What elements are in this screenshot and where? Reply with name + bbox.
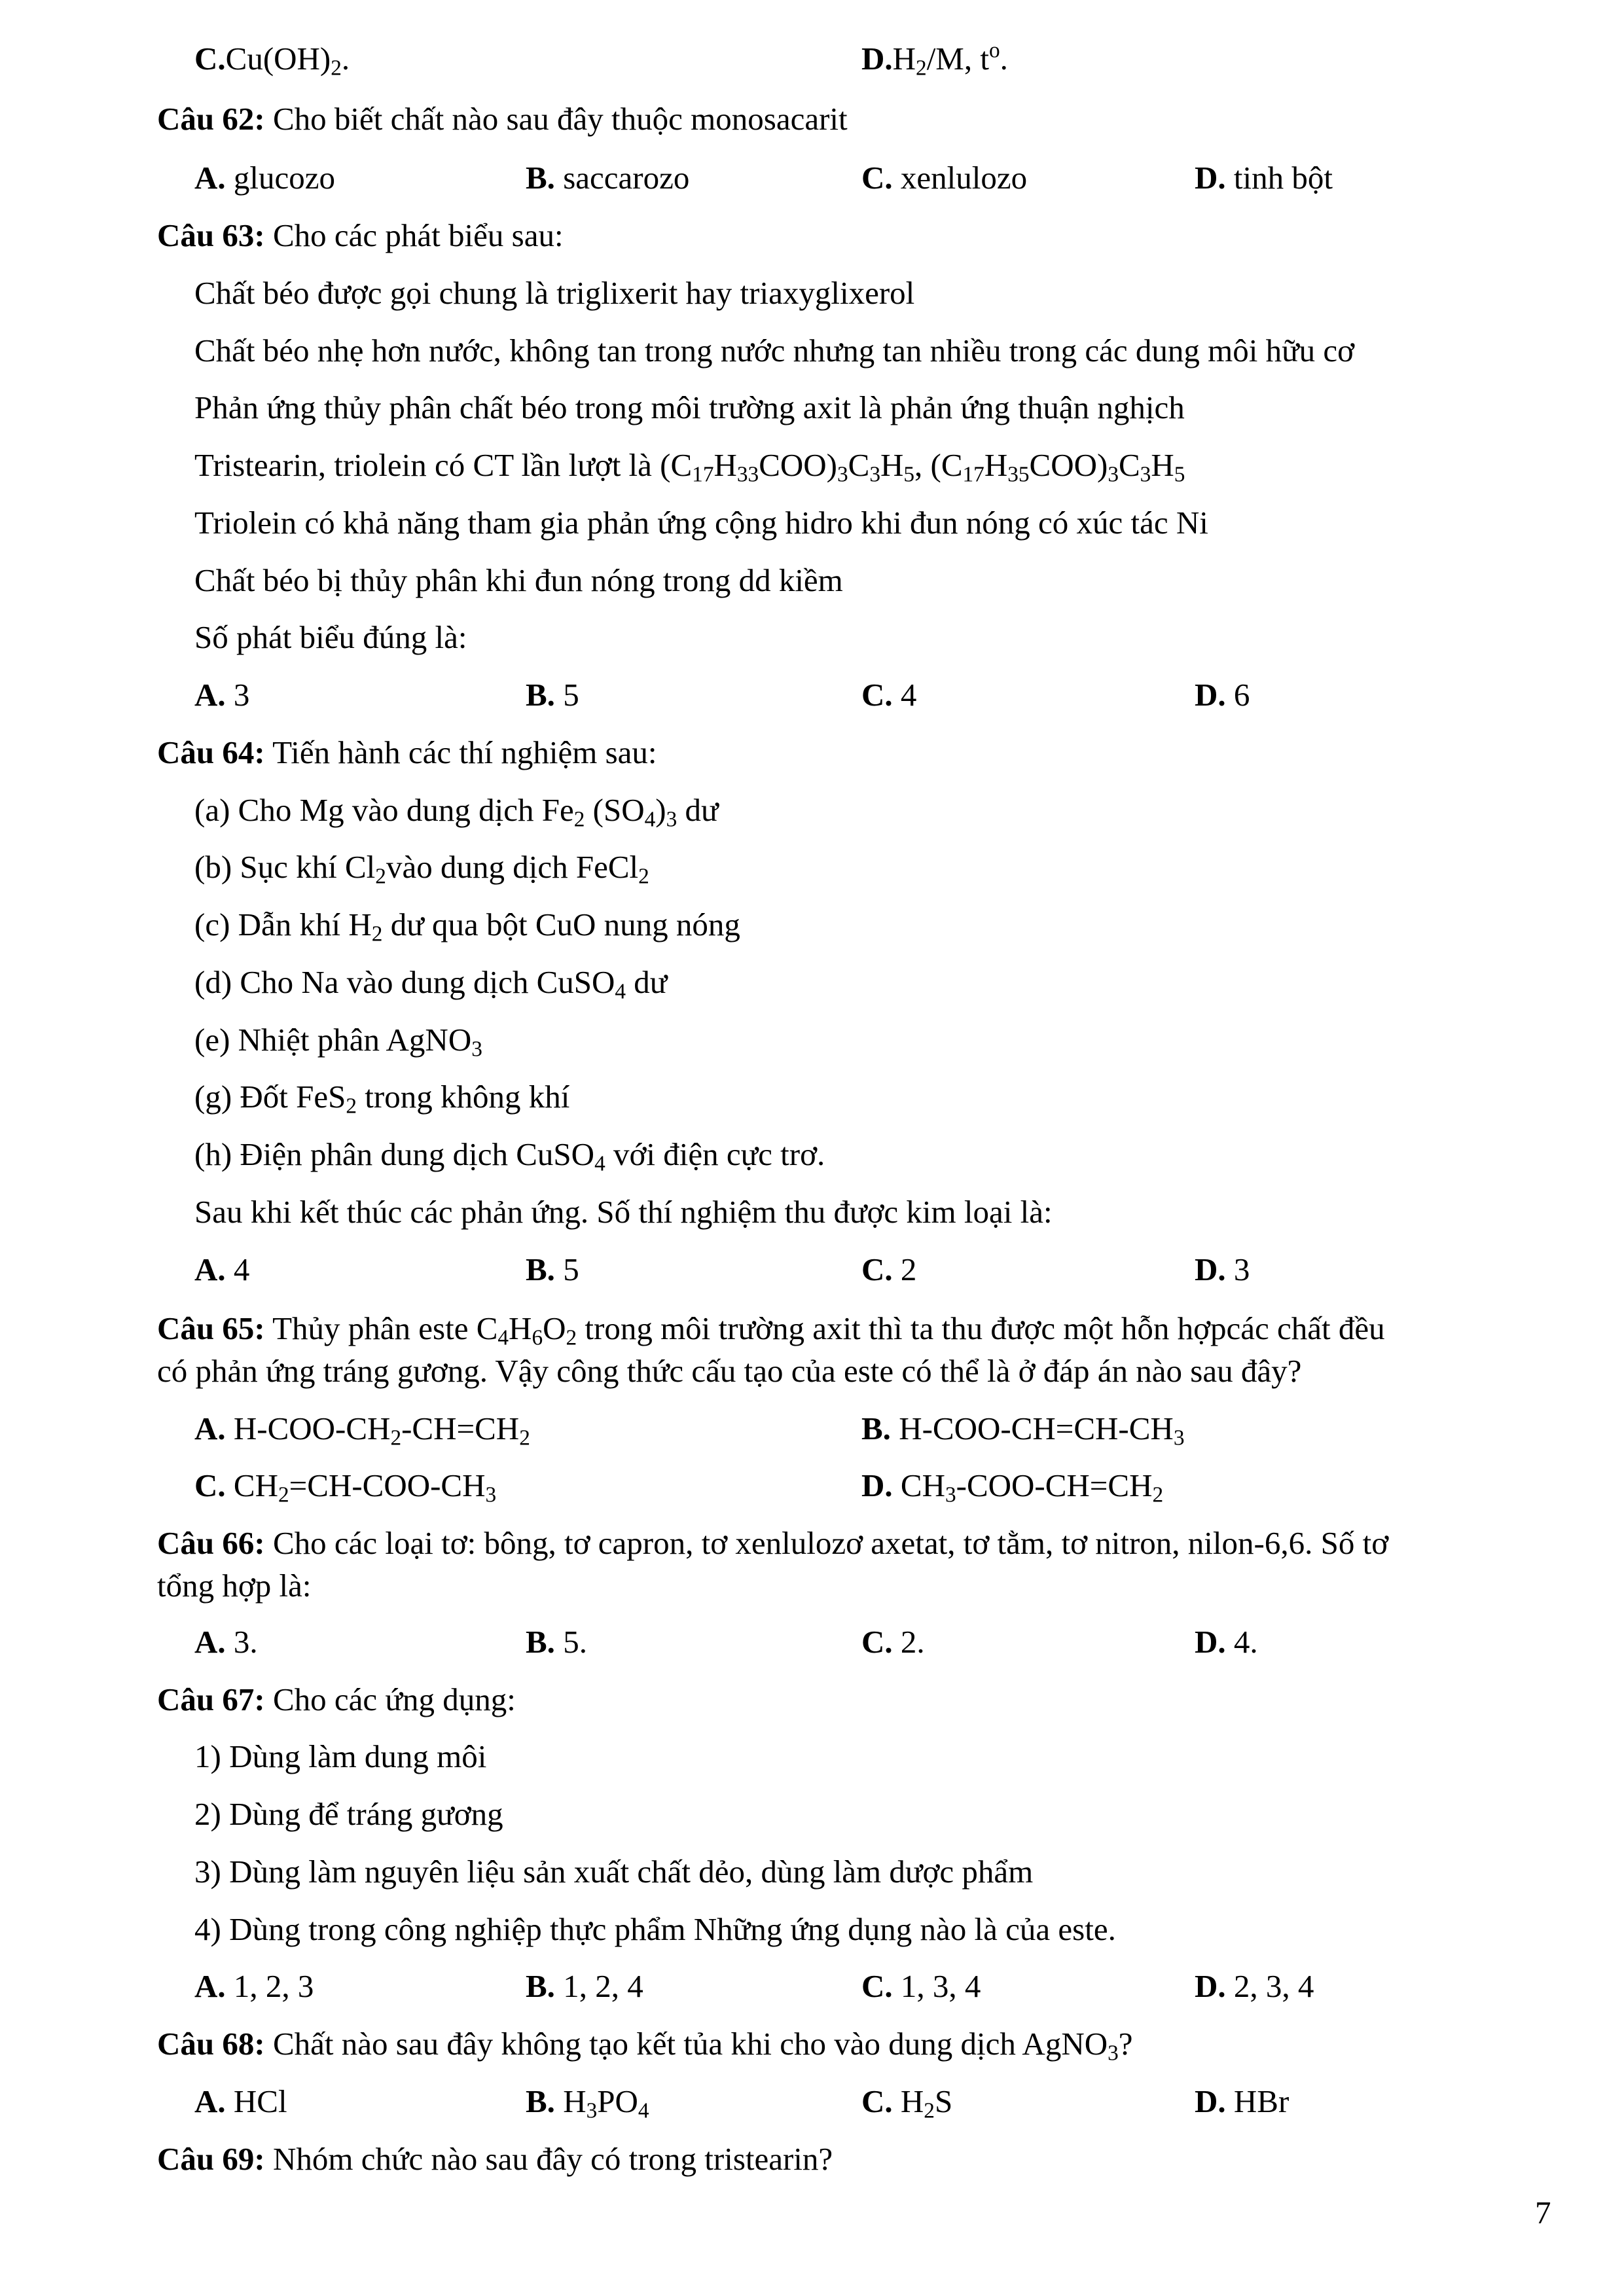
text-run: Thủy phân este C xyxy=(264,1310,498,1346)
text-run: 1, 2, 4 xyxy=(554,1968,643,2004)
question-number: Câu 69: xyxy=(157,2141,265,2177)
text-run: =CH-COO-CH xyxy=(289,1467,486,1503)
text-run: . xyxy=(1000,41,1008,77)
option-label: D. xyxy=(861,1467,893,1503)
statement-line xyxy=(194,1077,569,1117)
subscript: 4 xyxy=(594,1151,605,1176)
text-run: H xyxy=(1151,447,1174,483)
question-number: Câu 66: xyxy=(157,1525,265,1561)
question-number: Câu 67: xyxy=(157,1681,265,1717)
text-run: tổng hợp là: xyxy=(157,1568,312,1604)
text-run: O xyxy=(543,1310,566,1346)
answer-option xyxy=(1195,158,1333,198)
answer-option xyxy=(861,1466,1163,1505)
text-run: PO xyxy=(597,2083,638,2119)
superscript: o xyxy=(988,38,1000,63)
subscript: 33 xyxy=(736,462,759,487)
text-run: Cho các loại tơ: bông, tơ capron, tơ xenlulozơ axetat, tơ tằm, tơ nitron, nilon-6,6. Số tơ xyxy=(264,1525,1389,1561)
answer-option xyxy=(861,1623,925,1662)
answer-option xyxy=(1195,1623,1258,1662)
subscript: 17 xyxy=(962,462,984,487)
text-run: CH xyxy=(892,1467,945,1503)
option-label: C. xyxy=(861,2083,893,2119)
statement-line xyxy=(194,1737,486,1776)
question-heading xyxy=(157,99,848,139)
text-run: Phản ứng thủy phân chất béo trong môi trường axit là phản ứng thuận nghịch xyxy=(194,389,1185,425)
subscript: 2 xyxy=(390,1426,402,1450)
answer-option xyxy=(526,675,579,715)
option-label: C. xyxy=(861,1251,893,1287)
text-run: CH xyxy=(225,1467,278,1503)
answer-option xyxy=(194,1466,496,1505)
option-label: D. xyxy=(1195,2083,1226,2119)
text-run: glucozo xyxy=(225,160,336,196)
subscript: 5 xyxy=(903,462,915,487)
text-run: (b) Sục khí Cl xyxy=(194,849,376,885)
text-run: dư xyxy=(677,792,719,828)
subscript: 17 xyxy=(692,462,714,487)
question-heading xyxy=(157,1309,1385,1348)
text-run: có phản ứng tráng gương. Vậy công thức cấu tạo của este có thể là ở đáp án nào sau đây? xyxy=(157,1353,1302,1389)
subscript: 3 xyxy=(1108,462,1119,487)
subscript: 2 xyxy=(278,1482,289,1507)
statement-line xyxy=(194,1193,1053,1232)
answer-option xyxy=(1195,1967,1314,2006)
subscript: 3 xyxy=(945,1482,956,1507)
text-run: dư qua bột CuO nung nóng xyxy=(382,906,740,942)
text-run: dư xyxy=(626,964,668,1000)
answer-option xyxy=(861,1967,981,2006)
question-heading xyxy=(157,2140,833,2179)
text-run: H-COO-CH xyxy=(225,1410,391,1446)
subscript: 2 xyxy=(331,56,342,81)
question-number: Câu 64: xyxy=(157,734,265,770)
answer-option xyxy=(194,675,249,715)
subscript: 2 xyxy=(638,864,649,889)
text-run: Cho biết chất nào sau đây thuộc monosacarit xyxy=(264,101,848,137)
answer-option xyxy=(194,1250,249,1289)
subscript: 6 xyxy=(532,1325,543,1350)
text-run: H xyxy=(509,1310,532,1346)
statement-line xyxy=(194,446,1185,485)
text-run: 4. xyxy=(1225,1624,1258,1660)
statement-line xyxy=(194,331,1354,370)
statement-line xyxy=(194,791,719,830)
text-run: Chất béo được gọi chung là triglixerit hay triaxyglixerol xyxy=(194,275,915,311)
text-run: Chất nào sau đây không tạo kết tủa khi cho vào dung dịch AgNO xyxy=(264,2026,1108,2062)
statement-line xyxy=(194,503,1208,543)
subscript: 4 xyxy=(638,2098,649,2123)
text-run: H xyxy=(880,447,904,483)
answer-option xyxy=(194,1967,314,2006)
text-run: H-COO-CH=CH-CH xyxy=(890,1410,1174,1446)
option-label: B. xyxy=(526,677,555,713)
text-run: (c) Dẫn khí H xyxy=(194,906,372,942)
statement-line xyxy=(194,905,740,944)
option-label: B. xyxy=(526,1624,555,1660)
option-label: B. xyxy=(526,1251,555,1287)
text-run: Cho các ứng dụng: xyxy=(264,1681,516,1717)
answer-option xyxy=(1195,2082,1289,2121)
text-run: Nhóm chức nào sau đây có trong tristearin? xyxy=(264,2141,833,2177)
option-label: B. xyxy=(526,1968,555,2004)
answer-option xyxy=(526,2082,649,2121)
text-run: 4) Dùng trong công nghiệp thực phẩm Những ứng dụng nào là của este. xyxy=(194,1911,1116,1947)
text-run: -CH=CH xyxy=(401,1410,520,1446)
subscript: 3 xyxy=(666,807,677,832)
answer-option xyxy=(861,1250,916,1289)
text-run: Cho các phát biểu sau: xyxy=(264,217,564,253)
subscript: 3 xyxy=(869,462,880,487)
subscript: 2 xyxy=(371,922,383,946)
text-run: saccarozo xyxy=(554,160,690,196)
answer-option xyxy=(1195,1250,1250,1289)
subscript: 35 xyxy=(1007,462,1030,487)
subscript: 2 xyxy=(566,1325,577,1350)
text-run: . xyxy=(341,41,350,77)
answer-option xyxy=(194,158,335,198)
option-label: C. xyxy=(861,1624,893,1660)
text-run: 3) Dùng làm nguyên liệu sản xuất chất dẻo, dùng làm dược phẩm xyxy=(194,1854,1034,1890)
answer-option xyxy=(861,2082,952,2121)
subscript: 2 xyxy=(346,1094,357,1119)
text-run: vào dung dịch FeCl xyxy=(386,849,639,885)
text-run: xenlulozo xyxy=(892,160,1028,196)
text-run: S xyxy=(934,2083,953,2119)
question-number: Câu 68: xyxy=(157,2026,265,2062)
text-run: (a) Cho Mg vào dung dịch Fe xyxy=(194,792,574,828)
option-label: A. xyxy=(194,1968,226,2004)
subscript: 5 xyxy=(1174,462,1185,487)
text-run: Triolein có khả năng tham gia phản ứng cộng hidro khi đun nóng có xúc tác Ni xyxy=(194,505,1208,541)
text-run: H xyxy=(892,2083,924,2119)
question-continuation xyxy=(157,1566,312,1605)
statement-line xyxy=(194,963,667,1002)
text-run: với điện cực trơ. xyxy=(605,1136,825,1172)
text-run: HBr xyxy=(1225,2083,1290,2119)
page-number: 7 xyxy=(1535,2195,1551,2231)
question-number: Câu 63: xyxy=(157,217,265,253)
text-run: 1, 3, 4 xyxy=(892,1968,981,2004)
text-run: (e) Nhiệt phân AgNO xyxy=(194,1022,472,1058)
subscript: 2 xyxy=(519,1426,530,1450)
statement-line xyxy=(194,1910,1116,1949)
text-run: Chất béo bị thủy phân khi đun nóng trong dd kiềm xyxy=(194,562,843,598)
question-number: Câu 65: xyxy=(157,1310,265,1346)
question-heading xyxy=(157,2024,1133,2064)
text-run: 4 xyxy=(225,1251,250,1287)
text-run: 2) Dùng để tráng gương xyxy=(194,1796,503,1832)
text-run: 5 xyxy=(554,1251,579,1287)
text-run: H xyxy=(713,447,737,483)
subscript: 3 xyxy=(1173,1426,1185,1450)
text-run: 1) Dùng làm dung môi xyxy=(194,1738,487,1774)
subscript: 2 xyxy=(573,807,585,832)
text-run: 5 xyxy=(554,677,579,713)
statement-line xyxy=(194,561,843,600)
option-label: D. xyxy=(861,41,893,77)
text-run: C xyxy=(1118,447,1140,483)
option-label: A. xyxy=(194,1410,226,1446)
text-run: 3 xyxy=(225,677,250,713)
option-label: A. xyxy=(194,1251,226,1287)
answer-option xyxy=(526,158,689,198)
option-label: D. xyxy=(1195,1624,1226,1660)
answer-option xyxy=(861,39,1008,79)
subscript: 3 xyxy=(586,2098,598,2123)
statement-line xyxy=(194,1020,482,1060)
answer-option xyxy=(861,158,1027,198)
answer-option xyxy=(194,1409,530,1448)
subscript: 2 xyxy=(916,56,927,81)
subscript: 4 xyxy=(644,807,656,832)
text-run: , (C xyxy=(914,447,963,483)
option-label: C. xyxy=(861,1968,893,2004)
question-heading xyxy=(157,1524,1388,1563)
text-run: 3 xyxy=(1225,1251,1250,1287)
text-run: -COO-CH=CH xyxy=(956,1467,1153,1503)
text-run: COO) xyxy=(1029,447,1108,483)
text-run: 4 xyxy=(892,677,917,713)
text-run: Số phát biểu đúng là: xyxy=(194,619,467,655)
answer-option xyxy=(194,1623,258,1662)
text-run: HCl xyxy=(225,2083,287,2119)
answer-option xyxy=(861,1409,1184,1448)
answer-option xyxy=(194,39,350,79)
option-label: B. xyxy=(861,1410,891,1446)
statement-line xyxy=(194,848,649,887)
option-label: C. xyxy=(194,41,226,77)
text-run: tinh bột xyxy=(1225,160,1333,196)
text-run: H xyxy=(554,2083,586,2119)
text-run: Chất béo nhẹ hơn nước, không tan trong nước nhưng tan nhiều trong các dung môi hữu cơ xyxy=(194,332,1355,368)
text-run: (h) Điện phân dung dịch CuSO xyxy=(194,1136,595,1172)
option-label: D. xyxy=(1195,1251,1226,1287)
option-label: A. xyxy=(194,1624,226,1660)
statement-line xyxy=(194,1795,503,1834)
question-heading xyxy=(157,216,564,255)
statement-line xyxy=(194,1135,825,1174)
answer-option xyxy=(861,675,916,715)
text-run: ) xyxy=(655,792,666,828)
option-label: D. xyxy=(1195,677,1226,713)
text-run: (SO xyxy=(585,792,645,828)
subscript: 2 xyxy=(924,2098,935,2123)
option-label: B. xyxy=(526,2083,555,2119)
statement-line xyxy=(194,618,467,657)
text-run: Tristearin, triolein có CT lần lượt là (C xyxy=(194,447,693,483)
answer-option xyxy=(526,1250,579,1289)
statement-line xyxy=(194,388,1185,427)
text-run: 2, 3, 4 xyxy=(1225,1968,1314,2004)
text-run: ? xyxy=(1118,2026,1133,2062)
text-run: 2 xyxy=(892,1251,917,1287)
statement-line xyxy=(194,274,914,313)
question-continuation xyxy=(157,1352,1301,1391)
answer-option xyxy=(526,1967,643,2006)
text-run: 1, 2, 3 xyxy=(225,1968,314,2004)
subscript: 4 xyxy=(497,1325,509,1350)
option-label: D. xyxy=(1195,1968,1226,2004)
text-run: Tiến hành các thí nghiệm sau: xyxy=(264,734,657,770)
text-run: (d) Cho Na vào dung dịch CuSO xyxy=(194,964,615,1000)
subscript: 3 xyxy=(471,1037,482,1062)
text-run: H xyxy=(892,41,916,77)
text-run: 3. xyxy=(225,1624,258,1660)
text-run: (g) Đốt FeS xyxy=(194,1079,346,1115)
answer-option xyxy=(194,2082,287,2121)
question-heading xyxy=(157,1680,516,1719)
text-run: 5. xyxy=(554,1624,587,1660)
subscript: 3 xyxy=(837,462,848,487)
text-run: Cu(OH) xyxy=(225,41,331,77)
statement-line xyxy=(194,1852,1033,1892)
text-run: trong môi trường axit thì ta thu được một hỗn hợpcác chất đều xyxy=(577,1310,1385,1346)
question-number: Câu 62: xyxy=(157,101,265,137)
option-label: A. xyxy=(194,160,226,196)
text-run: C xyxy=(848,447,870,483)
subscript: 2 xyxy=(1152,1482,1164,1507)
option-label: D. xyxy=(1195,160,1226,196)
answer-option xyxy=(1195,675,1250,715)
text-run: 6 xyxy=(1225,677,1250,713)
option-label: C. xyxy=(861,160,893,196)
subscript: 3 xyxy=(1108,2041,1119,2066)
subscript: 2 xyxy=(375,864,386,889)
text-run: 2. xyxy=(892,1624,925,1660)
option-label: A. xyxy=(194,2083,226,2119)
text-run: COO) xyxy=(759,447,837,483)
text-run: H xyxy=(984,447,1008,483)
text-run: /M, t xyxy=(926,41,989,77)
text-run: Sau khi kết thúc các phản ứng. Số thí nghiệm thu được kim loại là: xyxy=(194,1194,1053,1230)
answer-option xyxy=(526,1623,587,1662)
option-label: B. xyxy=(526,160,555,196)
option-label: C. xyxy=(194,1467,226,1503)
subscript: 3 xyxy=(1140,462,1151,487)
option-label: C. xyxy=(861,677,893,713)
option-label: A. xyxy=(194,677,226,713)
question-heading xyxy=(157,733,657,772)
text-run: trong không khí xyxy=(357,1079,570,1115)
subscript: 4 xyxy=(615,979,626,1004)
subscript: 3 xyxy=(485,1482,497,1507)
